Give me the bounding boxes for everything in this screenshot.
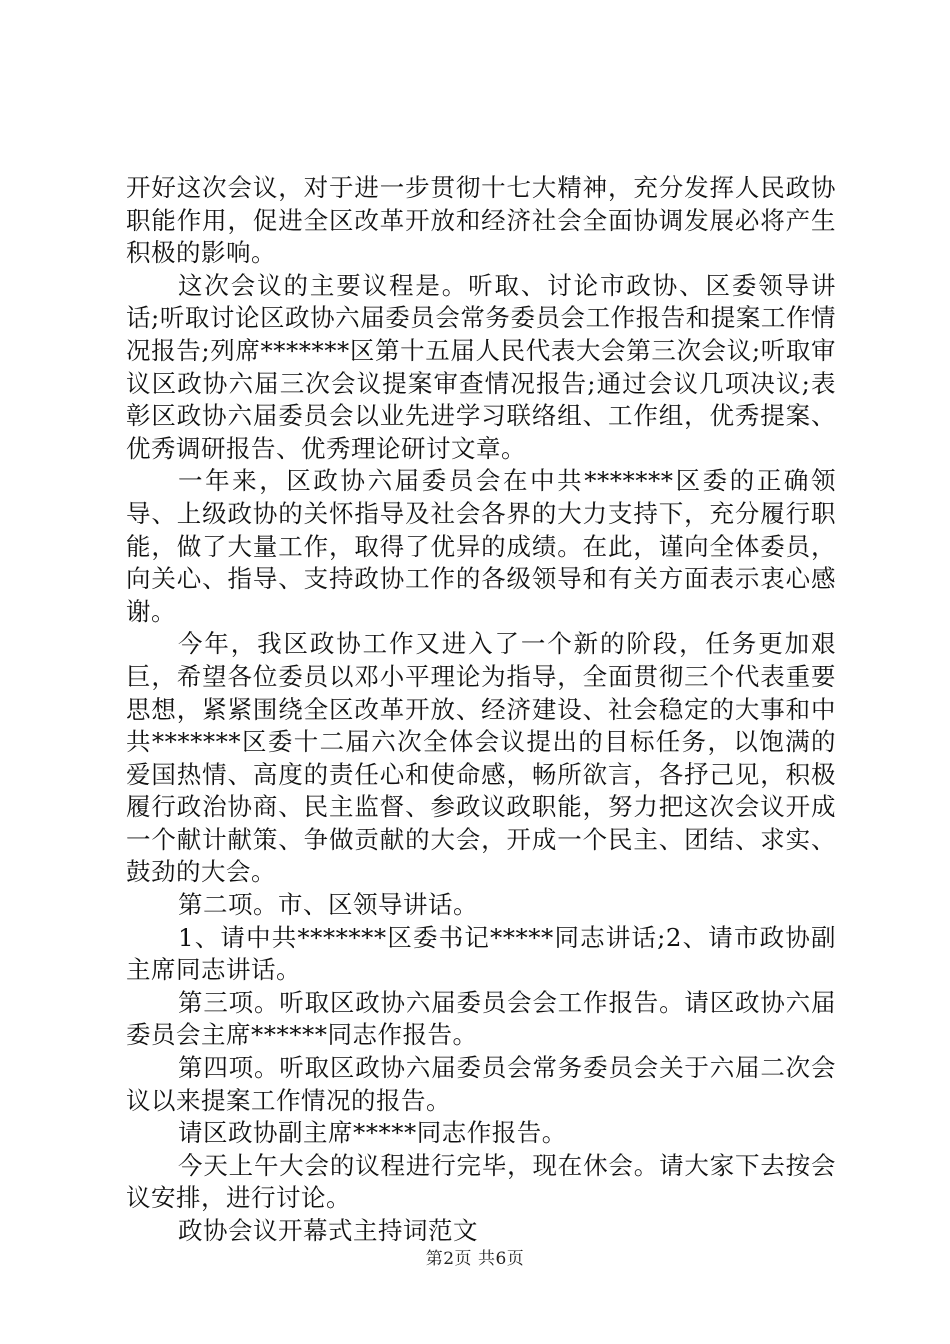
page-footer: 第2页 共6页 [425, 1249, 525, 1269]
paragraph-9: 请区政协副主席*****同志作报告。 [178, 1118, 567, 1148]
paragraph-3: 一年来，区政协六届委员会在中共*******区委的正确领导、上级政协的关怀指导及社会各界的大力支持下，充分履行职能，做了大量工作，取得了优异的成绩。在此，谨向全体委员，向关心、指导、支持政协工作的各级领导和有关方面表示衷心感谢。 [126, 466, 836, 626]
paragraph-10: 今天上午大会的议程进行完毕，现在休会。请大家下去按会议安排，进行讨论。 [126, 1150, 836, 1213]
document-body [126, 172, 836, 1248]
paragraph-11: 政协会议开幕式主持词范文 [178, 1216, 478, 1245]
paragraph-4: 今年，我区政协工作又进入了一个新的阶段，任务更加艰巨，希望各位委员以邓小平理论为指导，全面贯彻三个代表重要思想，紧紧围绕全区改革开放、经济建设、社会稳定的大事和中共*******区委十二届六次全体会议提出的目标任务，以饱满的爱国热情、高度的责任心和使命感，畅所欲言，各抒己见，积极履行政治协商、民主监督、参政议政职能，努力把这次会议开成一个献计献策、争做贡献的大会，开成一个民主、团结、求实、鼓劲的大会。 [126, 629, 836, 887]
paragraph-6: 1、请中共*******区委书记*****同志讲话;2、请市政协副主席同志讲话。 [126, 922, 836, 985]
paragraph-7: 第三项。听取区政协六届委员会会工作报告。请区政协六届委员会主席******同志作报告。 [126, 987, 836, 1050]
paragraph-8: 第四项。听取区政协六届委员会常务委员会关于六届二次会议以来提案工作情况的报告。 [126, 1053, 836, 1115]
paragraph-2: 这次会议的主要议程是。听取、讨论市政协、区委领导讲话;听取讨论区政协六届委员会常务委员会工作报告和提案工作情况报告;列席*******区第十五届人民代表大会第三次会议;听取审议区政协六届三次会议提案审查情况报告;通过会议几项决议;表彰区政协六届委员会以业先进学习联络组、工作组，优秀提案、优秀调研报告、优秀理论研讨文章。 [126, 270, 836, 463]
paragraph-5: 第二项。市、区领导讲话。 [178, 890, 478, 920]
paragraph-1: 开好这次会议，对于进一步贯彻十七大精神，充分发挥人民政协职能作用，促进全区改革开放和经济社会全面协调发展必将产生积极的影响。 [126, 173, 836, 268]
